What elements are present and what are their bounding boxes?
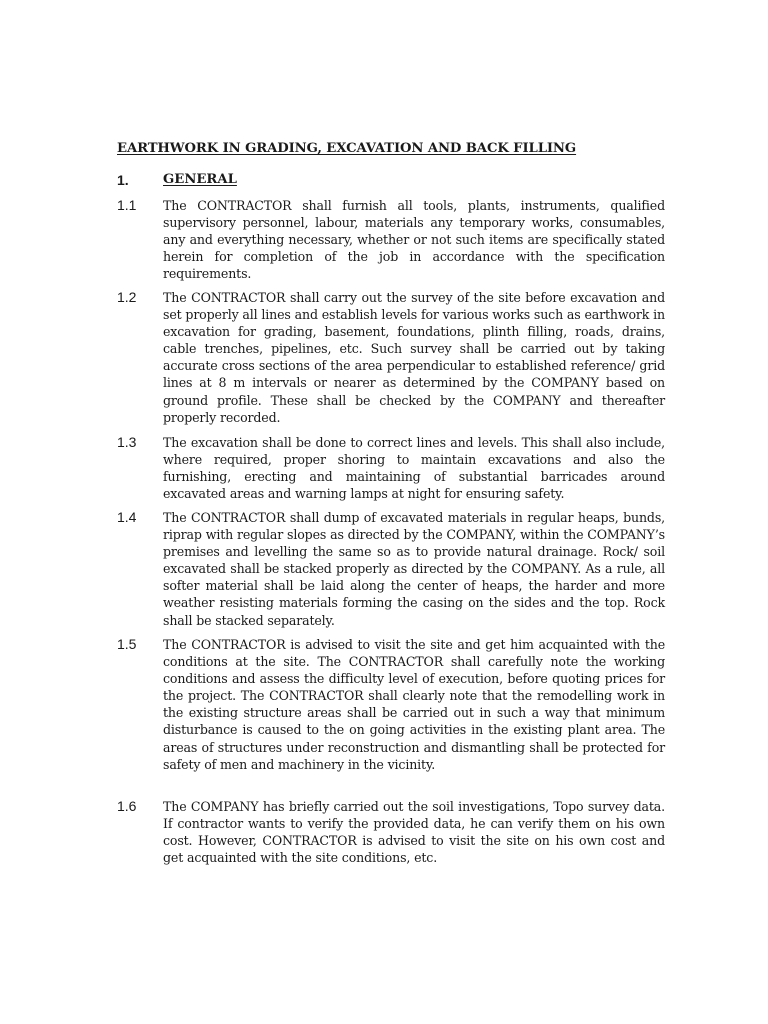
clause-number: 1.2 bbox=[117, 289, 137, 305]
clause-text: The CONTRACTOR shall furnish all tools, plants, instruments, qualified supervisory personnel, labour, materials any temporary works, consumables, any and everything necessary, whether or not such items are specifically stated herein for completion of the job in accordance with the specification requirements. bbox=[163, 198, 665, 282]
clause-number: 1.4 bbox=[117, 509, 137, 525]
clause-number: 1.3 bbox=[117, 434, 137, 450]
clause-text: The CONTRACTOR shall dump of excavated materials in regular heaps, bunds, riprap with regular slopes as directed by the COMPANY, within the COMPANY’s premises and levelling the same so as to provide natural drainage. Rock/ soil excavated shall be stacked properly as directed by the COMPANY. As a rule, all softer material shall be laid along the center of heaps, the harder and more weather resisting materials forming the casing on the sides and the top. Rock shall be stacked separately. bbox=[163, 510, 665, 628]
clause-text: The COMPANY has briefly carried out the soil investigations, Topo survey data. If contractor wants to verify the provided data, he can verify them on his own cost. However, CONTRACTOR is advised to visit the site on his own cost and get acquainted with the site conditions, etc. bbox=[163, 799, 665, 866]
section-number: 1. bbox=[117, 172, 129, 188]
clause-number: 1.5 bbox=[117, 636, 137, 652]
clause-text: The CONTRACTOR shall carry out the survey of the site before excavation and set properly all lines and establish levels for various works such as earthwork in excavation for grading, basement, foundations, plinth filling, roads, drains, cable trenches, pipelines, etc. Such survey shall be carried out by taking accurate cross sections of the area perpendicular to established reference/ grid lines at 8 m intervals or nearer as determined by the COMPANY based on ground profile. These shall be checked by the COMPANY and thereafter properly recorded. bbox=[163, 290, 665, 425]
clause-text: The CONTRACTOR is advised to visit the site and get him acquainted with the conditions at the site. The CONTRACTOR shall carefully note the working conditions and assess the difficulty level of execution, before quoting prices for the project. The CONTRACTOR shall clearly note that the remodelling work in the existing structure areas shall be carried out in such a way that minimum disturbance is caused to the on going activities in the existing plant area. The areas of structures under reconstruction and dismantling shall be protected for safety of men and machinery in the vicinity. bbox=[163, 637, 665, 772]
document-title: EARTHWORK IN GRADING, EXCAVATION AND BACK FILLING bbox=[117, 141, 577, 156]
section-heading: GENERAL bbox=[163, 172, 237, 187]
clause-number: 1.1 bbox=[117, 197, 137, 213]
clause-text: The excavation shall be done to correct lines and levels. This shall also include, where required, proper shoring to maintain excavations and also the furnishing, erecting and maintaining of substantial barricades around excavated areas and warning lamps at night for ensuring safety. bbox=[163, 435, 665, 502]
clause-number: 1.6 bbox=[117, 798, 137, 814]
